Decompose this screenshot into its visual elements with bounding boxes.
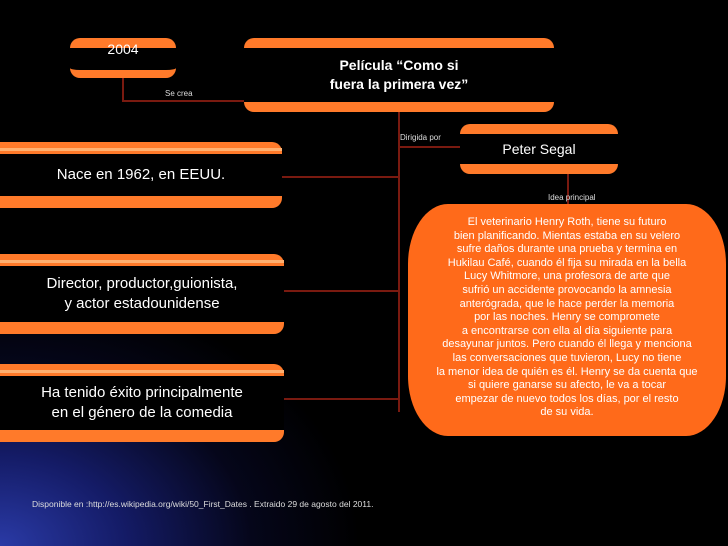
stripe-roles-top — [0, 260, 284, 263]
summary-line: por las noches. Henry se compromete — [474, 311, 660, 324]
success-line-1: Ha tenido éxito principalmente — [41, 384, 243, 401]
stripe-born-top — [0, 148, 282, 151]
source-citation: Disponible en :http://es.wikipedia.org/wiki/50_First_Dates . Extraido 29 de agosto del 2011. — [32, 499, 374, 509]
summary-line: Lucy Whitmore, una profesora de arte que — [463, 270, 671, 283]
summary-line: anterógrada, que le hace perder la memoria — [459, 297, 675, 310]
title-line-2: fuera la primera vez” — [329, 76, 469, 92]
connector-year-down — [122, 76, 124, 102]
connector-to-success — [282, 398, 400, 400]
summary-line: sufrió un accidente provocando la amnesia — [462, 283, 672, 296]
summary-line: de su vida. — [540, 406, 594, 419]
summary-line: Hukilau Café, cuando él fija su mirada en la bella — [447, 256, 687, 269]
director-box — [460, 124, 618, 174]
summary-line: empezar de nuevo todos los días, por el resto — [455, 392, 679, 405]
roles-line-2: y actor estadounidense — [64, 295, 220, 312]
connector-title-down — [398, 112, 400, 412]
summary-line: la menor idea de quién es él. Henry se da cuenta que — [436, 365, 698, 378]
success-box — [0, 364, 284, 442]
summary-line: bien planificando. Mientas estaba en su velero — [453, 229, 681, 242]
summary-line: si quiere ganarse su afecto, le va a tocar — [467, 379, 667, 392]
roles-box — [0, 254, 284, 334]
born-box — [0, 142, 282, 208]
summary-line: desayunar juntos. Pero cuando él llega y menciona — [442, 338, 692, 351]
born-label: Nace en 1962, en EEUU. — [56, 166, 226, 183]
director-label: Peter Segal — [502, 141, 576, 157]
title-box — [244, 38, 554, 112]
label-se-crea: Se crea — [165, 89, 193, 98]
connector-to-director — [398, 146, 460, 148]
summary-line: a encontrarse con ella al día siguiente para — [461, 324, 673, 337]
roles-line-1: Director, productor,guionista, — [46, 275, 238, 292]
success-line-2: en el género de la comedia — [51, 404, 233, 421]
year-box — [70, 38, 176, 78]
connector-year-horizontal — [122, 100, 246, 102]
year-label: 2004 — [107, 41, 139, 57]
summary-line: sufre daños durante una prueba y termina en — [456, 243, 678, 256]
connector-to-roles — [282, 290, 400, 292]
label-dirigida-por: Dirigida por — [400, 133, 441, 142]
stripe-success-top — [0, 370, 284, 373]
connector-to-born — [280, 176, 400, 178]
title-line-1: Película “Como si — [339, 57, 459, 73]
summary-oval — [408, 204, 726, 436]
summary-line: las conversaciones que tuvieron, Lucy no tiene — [452, 351, 682, 364]
label-idea-principal: Idea principal — [548, 193, 596, 202]
summary-line: El veterinario Henry Roth, tiene su futuro — [467, 216, 667, 228]
